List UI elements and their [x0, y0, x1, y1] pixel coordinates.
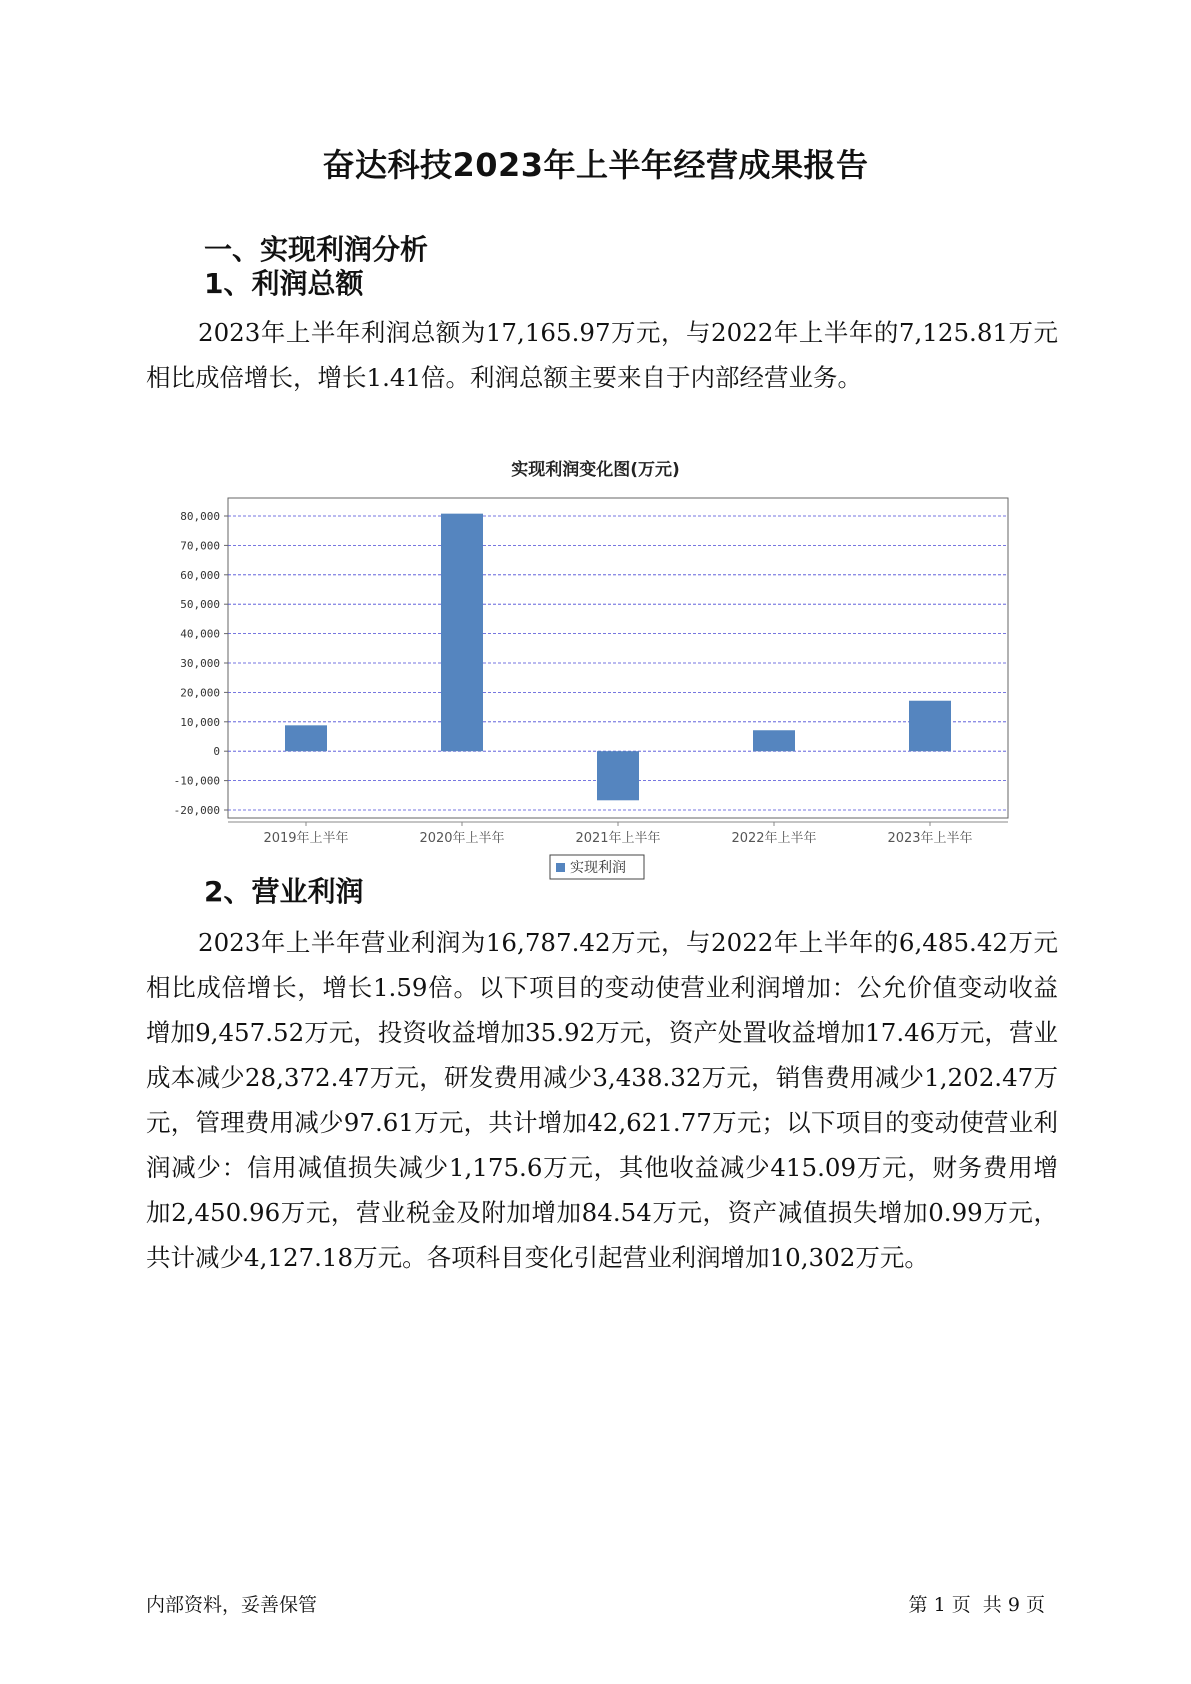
- subheading-total-profit: 1、利润总额: [204, 267, 364, 300]
- page-number: 1: [933, 1594, 946, 1616]
- bar-3: [597, 751, 639, 800]
- bar-1: [285, 725, 327, 751]
- y-tick-label: -20,000: [173, 804, 220, 817]
- subheading-operating-profit: 2、营业利润: [204, 875, 364, 908]
- y-tick-label: 50,000: [180, 598, 220, 612]
- x-tick-label: 2022年上半年: [731, 831, 817, 846]
- bar-5: [909, 701, 951, 751]
- y-tick-label: 0: [213, 745, 220, 759]
- x-tick-label: 2023年上半年: [887, 831, 973, 846]
- y-tick-label: 40,000: [180, 627, 220, 641]
- y-tick-label: 80,000: [180, 510, 220, 523]
- page-title: 奋达科技2023年上半年经营成果报告: [322, 146, 869, 184]
- y-tick-label: 70,000: [180, 539, 220, 553]
- x-tick-label: 2020年上半年: [419, 831, 505, 846]
- section-heading-profit-analysis: 一、实现利润分析: [204, 233, 429, 266]
- bar-4: [753, 730, 795, 751]
- y-tick-label: -10,000: [173, 774, 220, 788]
- bar-2: [441, 514, 483, 752]
- page-total: 9: [1007, 1594, 1020, 1616]
- page-prefix: 第: [908, 1594, 928, 1616]
- paragraph-operating-profit: 2023年上半年营业利润为16,787.42万元，与2022年上半年的6,485.42万元相比成倍增长，增长1.59倍。以下项目的变动使营业利润增加：公允价值变动收益增加9,457.52万元，投资收益增加35.92万元，资产处置收益增加17.46万元，营业成本减少28,372.47万元，研发费用减少3,438.32万元，销售费用减少1,202.47万元，管理费用减少97.61万元，共计增加42,621.77万元；以下项目的变动使营业利润减少：信用减值损失减少1,175.6万元，其他收益减少415.09万元，财务费用增加2,450.96万元，营业税金及附加增加84.54万元，资产减值损失增加0.99万元，共计减少4,127.18万元。各项科目变化引起营业利润增加10,302万元。: [146, 928, 1058, 1272]
- y-tick-label: 20,000: [180, 686, 220, 700]
- x-tick-label: 2021年上半年: [575, 831, 661, 846]
- y-tick-label: 60,000: [180, 568, 220, 582]
- page-mid: 页 共: [951, 1594, 1002, 1616]
- legend-label: 实现利润: [570, 860, 626, 876]
- footer-page-counter: [909, 1590, 1046, 1617]
- legend-swatch: [556, 863, 565, 872]
- y-tick-label: 30,000: [180, 657, 220, 670]
- page-suffix: 页: [1025, 1594, 1045, 1616]
- chart-title: 实现利润变化图(万元): [511, 460, 680, 480]
- profit-bar-chart: [150, 488, 1030, 876]
- footer-confidential-note: 内部资料，妥善保管: [146, 1594, 318, 1616]
- y-tick-label: 10,000: [180, 715, 220, 729]
- paragraph-total-profit: 2023年上半年利润总额为17,165.97万元，与2022年上半年的7,125.81万元相比成倍增长，增长1.41倍。利润总额主要来自于内部经营业务。: [146, 318, 1058, 392]
- x-tick-label: 2019年上半年: [263, 831, 349, 846]
